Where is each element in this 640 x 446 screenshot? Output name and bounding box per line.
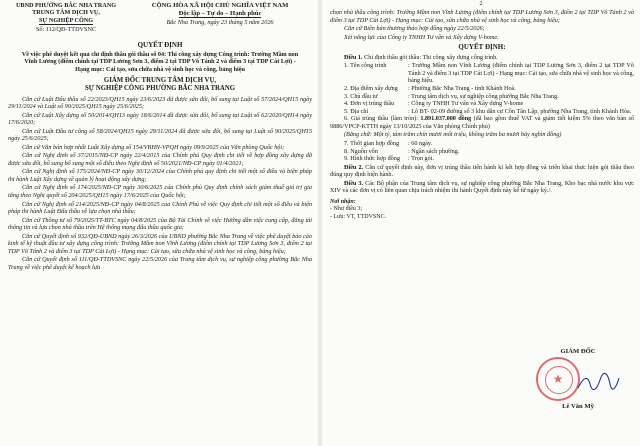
item-value: : Phường Bắc Nha Trang - tỉnh Khánh Hoà.	[408, 85, 516, 93]
agency-line-2: TRUNG TÂM DỊCH VỤ,	[32, 9, 100, 17]
legal-basis-1: Căn cứ Luật Đấu thầu số 22/2023/QH15 ngày 23/6/2023 đã được sửa đổi, bổ sung tại Luật số 57/2024/QH15 ngày 29/11/2024 và Luật số 90/2025/QH15 ngày 25/6/2025;	[8, 95, 312, 111]
legal-basis-4: Căn cứ Văn bản hợp nhất Luật Xây dựng số 154/VBHN-VPQH ngày 09/9/2025 của Văn phòng Quốc hội;	[22, 143, 285, 151]
decides-heading: QUYẾT ĐỊNH:	[458, 43, 506, 52]
legal-basis-5: Căn cứ Nghị định số 37/2015/NĐ-CP ngày 22/4/2015 của Chính phủ Quy định chi tiết về hợp đồng xây dựng đã được sửa đổi, bổ sung bổ sung một số điều theo Nghị định số 50/2021/NĐ-CP ngày 01/4/2021;	[8, 152, 312, 167]
recipients-title: Nơi nhận:	[330, 199, 356, 205]
item-value: : Công ty TNHH Tư vấn và Xây dựng V-home	[408, 100, 524, 108]
page-number: 2	[479, 1, 483, 7]
item-project-name	[330, 62, 634, 85]
item-investor	[330, 93, 634, 101]
decision-subject: Về việc phê duyệt kết quả chỉ định thầu gói thầu số 04: Thi công xây dựng Công trình: Trường Mầm non Vĩnh Lương (điểm chính tại TDP Lương Sơn 3, điểm 2 tại TDP Võ Tánh 2 và điểm 3 tại TDP Cát Lợi) - Hạng mục: Cải tạo, sửa chữa nhà vệ sinh học và công, bảng hiệu	[21, 50, 299, 73]
authority-line-2: SỰ NGHIỆP CÔNG PHƯỜNG BẮC NHA TRANG	[84, 84, 236, 92]
price-details: (đã bao gồm thuế VAT và giảm tiết kiệm 5% theo văn bản số 9886/VPCP-KTTH ngày 13/10/2025 của Văn phòng Chính phủ)	[330, 115, 635, 130]
price-in-words: (Bằng chữ: Một tỷ, tám trăm chín mươi mốt triệu, không trăm ba mươi bảy nghìn đồng)	[344, 131, 562, 139]
republic-name: CỘNG HÒA XÃ HỘI CHỦ NGHĨA VIỆT NAM	[151, 2, 289, 9]
item-key: 9. Hình thức hợp đồng	[344, 155, 400, 163]
item-value: : 60 ngày.	[408, 139, 433, 147]
legal-basis-11: Căn cứ Quyết định số 111/QĐ-TTDVSNC ngày 22/5/2026 của Trung tâm dịch vụ, sự nghiệp công phường Bắc Nha Trang về việc phê duyệt kế hoạch lựa	[8, 256, 312, 271]
page-2	[322, 0, 640, 446]
agency-block	[6, 2, 126, 34]
signer-title: GIÁM ĐỐC	[560, 348, 596, 355]
price-value: 1.891.037.000 đồng	[420, 115, 472, 123]
recipient-2: - Lưu: VT, TTDVSNC.	[330, 213, 387, 220]
item-price	[330, 115, 634, 130]
item-key: 8. Nguồn vốn	[344, 147, 378, 155]
item-key: 4. Đơn vị trúng thầu	[344, 100, 395, 108]
item-value: : Trọn gói.	[408, 155, 434, 163]
item-key: 5. Địa chỉ	[344, 107, 369, 115]
article-1	[330, 54, 634, 62]
item-value: : Lô BT- 02-09 đường số 3 khu dân cư Cồn Tân Lập, phường Nha Trang, tỉnh Khánh Hòa.	[408, 107, 632, 115]
agency-line-1: UBND PHƯỜNG BẮC NHA TRANG	[15, 2, 117, 9]
article-2-title: Điều 2.	[344, 163, 364, 171]
legal-basis-3: Căn cứ Luật Đầu tư công số 58/2024/QH15 ngày 29/11/2024 đã được sửa đổi, bổ sung tại Luật số 90/2025/QH15 ngày 25/6/2025;	[8, 127, 312, 143]
legal-basis-9: Căn cứ Thông tư số 79/2025/TT-BTC ngày 04/8/2025 của Bộ Tài Chính về việc Hướng dẫn việc cung cấp, đăng tải thông tin và lựa chọn nhà thầu trên Hệ thống mạng đấu thầu quốc gia;	[8, 216, 312, 232]
motto: Độc lập – Tự do – Hạnh phúc	[178, 9, 262, 17]
item-value: : Ngân sách phường.	[408, 147, 460, 155]
national-motto-block	[128, 2, 312, 27]
item-value: : Trường Mầm non Vĩnh Lương (điểm chính tại TDP Lương Sơn 3, điểm 2 tại TDP Võ Tánh 2 và điểm 3 tại TDP Cát Lợi) - Hạng mục: Cải tạo, sửa chữa nhà vệ sinh học và công, bảng hiệu.	[408, 62, 634, 85]
legal-basis-continued: chọn nhà thầu công trình: Trường Mầm non Vĩnh Lương (điểm chính tại TDP Lương Sơn 3, điểm 2 tại TDP Võ Tánh 2 và điểm 3 tại TDP Cát Lợi) - Hạng mục: Cải tạo, sửa chữa nhà vệ sinh học và công, bảng hiệu;	[330, 9, 634, 24]
article-3-text: Các Bộ phận của Trung tâm dịch vụ, sự nghiệp công phường Bắc Nha Trang, Kho bạc nhà nước khu vực XIV và các đơn vị có liên quan chịu trách nhiệm thi hành Quyết định này kể từ ngày ký./.	[330, 179, 635, 195]
legal-basis-6: Căn cứ Nghị định số 175/2024/NĐ-CP ngày 30/12/2024 của Chính phủ quy định chi tiết một số điều và biện pháp thi hành Luật Xây dựng về quản lý hoạt động xây dựng;	[8, 168, 312, 183]
signer-name: Lê Văn Mỹ	[562, 403, 594, 410]
article-1-lead: Chỉ định thầu gói thầu: Thi công xây dựng công trình.	[364, 53, 498, 61]
place-date: Bắc Nha Trang, ngày 23 tháng 5 năm 2026	[166, 19, 274, 27]
capability-basis: Xét năng lực của Công ty TNHH Tư vấn và Xây dựng V-home.	[344, 33, 499, 41]
document-number: Số: 112/QĐ-TTDVSNC	[35, 26, 97, 34]
item-address	[330, 108, 634, 116]
legal-basis-2: Căn cứ Luật Xây dựng số 50/2014/QH13 ngày 18/6/2014 đã được sửa đổi, bổ sung tại Luật số 62/2020/QH14 ngày 17/6/2020;	[8, 111, 312, 127]
item-key: 7. Thời gian hợp đồng	[344, 139, 400, 147]
item-value: : Trung tâm dịch vụ, sự nghiệp công phường Bắc Nha Trang.	[408, 92, 559, 100]
official-seal	[536, 357, 580, 401]
recipients-block	[330, 199, 634, 221]
article-3-title: Điều 3.	[344, 179, 364, 187]
price-label: 6. Giá trúng thầu (làm tròn):	[344, 115, 418, 123]
page-1	[0, 0, 318, 446]
recipient-1: - Như điều 3;	[330, 206, 363, 213]
item-key: 2. Địa điểm xây dựng	[344, 85, 398, 93]
article-3	[330, 180, 634, 195]
signature-block	[528, 348, 628, 355]
item-duration	[330, 140, 634, 148]
legal-basis-7: Căn cứ Nghị định số 174/2025/NĐ-CP ngày 30/6/2025 của Chính phủ Quy định chính sách giảm thuế giá trị gia tăng theo Nghị quyết số 204/2025/QH15 ngày 17/6/2025 của Quốc hội;	[8, 184, 312, 200]
legal-basis-10: Căn cứ Quyết định số 932/QĐ-UBND ngày 26/3/2026 của UBND phường Bắc Nha Trang về việc phê duyệt báo cáo kinh tế kỹ thuật đầu tư xây dựng công trình: Trường Mầm non Vĩnh Lương (điểm chính tại TDP Lương Sơn 3, điểm 2 tại TDP Võ Tánh 2 và điểm 3 tại TDP Cát Lợi) - Hạng mục: Cải tạo, sửa chữa nhà vệ sinh học và công, bảng hiệu;	[8, 232, 312, 255]
article-2-text: Căn cứ quyết định này, đơn vị trúng thầu tiến hành kí kết hợp đồng và triển khai thực hiện gói thầu theo đúng quy định hiện hành.	[330, 163, 635, 179]
doc-type-title: QUYẾT ĐỊNH	[137, 41, 183, 49]
item-key: 3. Chủ đầu tư	[344, 92, 378, 100]
page-2-body	[330, 9, 634, 221]
page-1-body	[8, 42, 312, 272]
authority-line-1: GIÁM ĐỐC TRUNG TÂM DỊCH VỤ,	[103, 77, 217, 85]
item-contract-type	[330, 155, 634, 163]
negotiation-basis: Căn cứ Biên bản thương thảo hợp đồng ngày 22/5/2026;	[344, 25, 485, 33]
agency-line-3: SỰ NGHIỆP CÔNG	[38, 16, 94, 24]
article-2	[330, 164, 634, 179]
item-contractor	[330, 100, 634, 108]
item-key: 1. Tên công trình	[344, 62, 387, 70]
article-1-title: Điều 1.	[344, 53, 363, 61]
handwritten-signature	[576, 372, 620, 394]
legal-basis-8: Căn cứ Nghị định số 214/2025/NĐ-CP ngày 04/8/2025 của Chính Phủ về việc Quy định chi tiết một số điều và biện pháp thi hành Luật Đấu thầu về lựa chọn nhà thầu;	[8, 200, 312, 216]
item-funding	[330, 148, 634, 156]
item-location	[330, 85, 634, 93]
